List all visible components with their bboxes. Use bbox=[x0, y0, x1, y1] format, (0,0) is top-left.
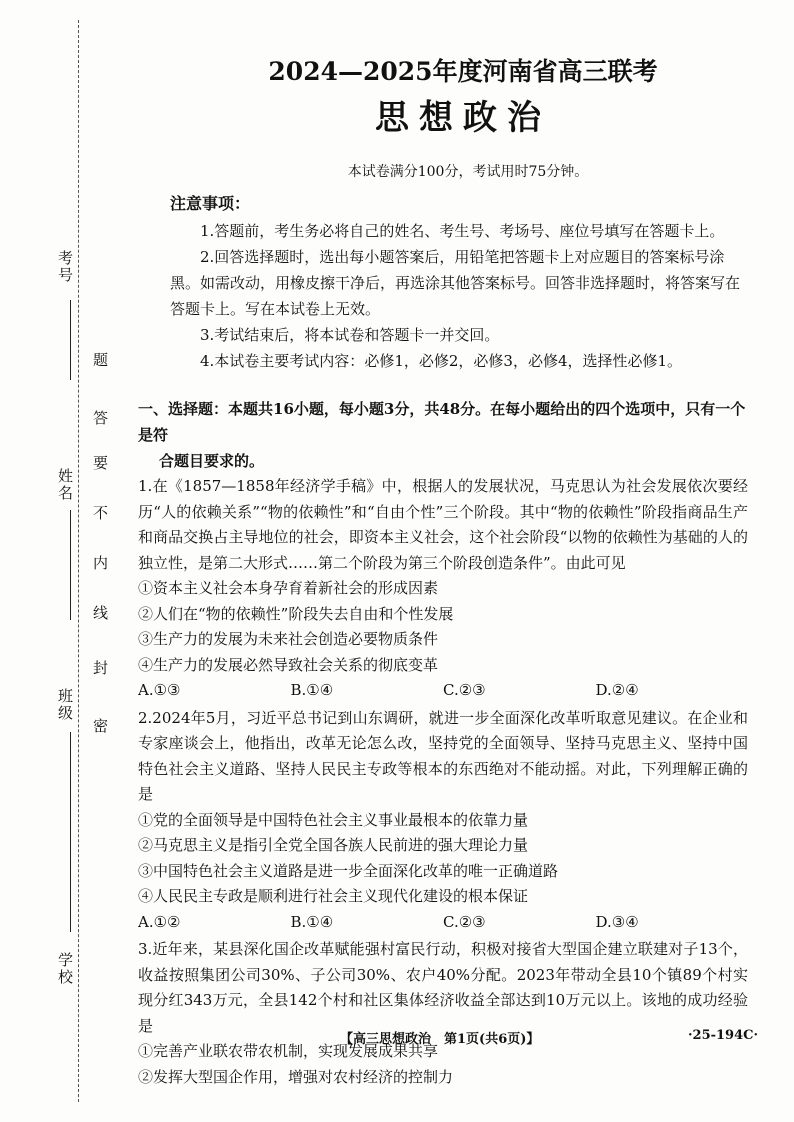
section-heading bbox=[138, 396, 748, 474]
choice-b: B.①④ bbox=[290, 912, 334, 931]
question-option: ③中国特色社会主义道路是进一步全面深化改革的唯一正确道路 bbox=[138, 861, 559, 880]
notice-item: 3.考试结束后，将本试卷和答题卡一并交回。 bbox=[200, 326, 500, 344]
choice-c: C.②③ bbox=[443, 912, 486, 931]
section-line: 合题目要求的。 bbox=[159, 452, 265, 470]
question-stem: 1.在《1857—1858年经济学手稿》中，根据人的发展状况，马克思认为社会发展依次要经历“人的依赖关系”“物的依赖性”和“自由个性”三个阶段。其中“物的依赖性”阶段指商品生产和商品交换占主导地位的社会，即资本主义社会，这个社会阶段“以物的依赖性为基础的人的独立性，是第二大形式……第二个阶段为第三个阶段创造条件”。由此可见 bbox=[138, 477, 748, 572]
exam-page bbox=[138, 52, 758, 1090]
field-line-class bbox=[70, 732, 71, 932]
answer-choices bbox=[138, 678, 748, 704]
notice-block bbox=[170, 218, 740, 374]
question-option: ②发挥大型国企作用，增强对农村经济的控制力 bbox=[138, 1067, 454, 1086]
question-option: ①完善产业联农带农机制，实现发展成果共享 bbox=[138, 1042, 439, 1060]
exam-title: 2024—2025年度河南省高三联考 bbox=[268, 57, 658, 86]
question-3 bbox=[138, 937, 748, 1090]
seal-char: 不 bbox=[91, 505, 109, 520]
question-2 bbox=[138, 706, 748, 936]
seal-char: 线 bbox=[91, 605, 109, 620]
question-option: ①党的全面领导是中国特色社会主义事业最根本的依靠力量 bbox=[138, 810, 529, 829]
field-label-class: 班级 bbox=[56, 688, 74, 722]
field-line-exam-number bbox=[70, 300, 71, 380]
notice-item: 2.回答选择题时，选出每小题答案后，用铅笔把答题卡上对应题目的答案标号涂 bbox=[200, 248, 725, 266]
question-stem: 2.2024年5月，习近平总书记到山东调研，就进一步全面深化改革听取意见建议。在企业和专家座谈会上，他指出，改革无论怎么改，坚持党的全面领导、坚持马克思主义、坚持中国特色社会主义道路、坚持人民民主专政等根本的东西绝对不能动摇。对此，下列理解正确的是 bbox=[138, 708, 748, 803]
question-stem: 3.近年来，某县深化国企改革赋能强村富民行动，积极对接省大型国企建立联建对子13个，收益按照集团公司30%、子公司30%、农户40%分配。2023年带动全县10个镇89个村实现分红343万元，全县142个村和社区集体经济收益全部达到10万元以上。该地的成功经验是 bbox=[138, 940, 748, 1035]
seal-char: 要 bbox=[91, 455, 109, 470]
question-option: ④生产力的发展必然导致社会关系的彻底变革 bbox=[138, 655, 439, 674]
section-line: 一、选择题：本题共16小题，每小题3分，共48分。在每小题给出的四个选项中，只有一个是符 bbox=[138, 400, 746, 444]
exam-meta: 本试卷满分100分，考试用时75分钟。 bbox=[347, 164, 589, 180]
choice-a: A.①③ bbox=[138, 681, 181, 699]
notice-item: 1.答题前，考生务必将自己的姓名、考生号、考场号、座位号填写在答题卡上。 bbox=[200, 222, 725, 240]
notice-item: 4.本试卷主要考试内容：必修1，必修2，必修3，必修4，选择性必修1。 bbox=[200, 352, 683, 370]
seal-dashed-line bbox=[78, 20, 79, 1102]
field-line-name bbox=[70, 510, 71, 620]
choice-c: C.②③ bbox=[443, 681, 486, 699]
notice-heading: 注意事项： bbox=[170, 194, 251, 213]
question-option: ②人们在“物的依赖性”阶段失去自由和个性发展 bbox=[138, 604, 454, 623]
binding-margin bbox=[0, 0, 130, 1122]
seal-char: 答 bbox=[91, 410, 109, 425]
choice-d: D.③④ bbox=[595, 912, 639, 931]
choice-a: A.①② bbox=[138, 912, 181, 931]
seal-char: 内 bbox=[91, 555, 109, 570]
choice-b: B.①④ bbox=[290, 681, 334, 699]
question-option: ②马克思主义是指引全党全国各族人民前进的强大理论力量 bbox=[138, 836, 529, 854]
paper-code: ·25-194C· bbox=[688, 1028, 759, 1043]
field-label-school: 学校 bbox=[56, 952, 74, 986]
notice-item: 黑。如需改动，用橡皮擦干净后，再选涂其他答案标号。回答非选择题时，将答案写在 bbox=[170, 274, 741, 292]
page-footer: 【高三思想政治 第1页(共6页)】 bbox=[340, 1032, 540, 1047]
question-option: ①资本主义社会本身孕育着新社会的形成因素 bbox=[138, 579, 439, 597]
seal-char: 题 bbox=[91, 352, 109, 367]
seal-char: 封 bbox=[91, 660, 109, 675]
field-label-name: 姓名 bbox=[56, 468, 74, 502]
choice-d: D.②④ bbox=[595, 681, 639, 699]
notice-item: 答题卡上。写在本试卷上无效。 bbox=[170, 300, 381, 318]
question-1 bbox=[138, 474, 748, 704]
seal-char: 密 bbox=[91, 718, 109, 733]
answer-choices bbox=[138, 910, 748, 936]
subject-title: 思想政治 bbox=[375, 98, 551, 138]
question-option: ④人民民主专政是顺利进行社会主义现代化建设的根本保证 bbox=[138, 887, 529, 905]
question-option: ③生产力的发展为未来社会创造必要物质条件 bbox=[138, 630, 439, 648]
field-label-exam-number: 考号 bbox=[56, 250, 74, 284]
